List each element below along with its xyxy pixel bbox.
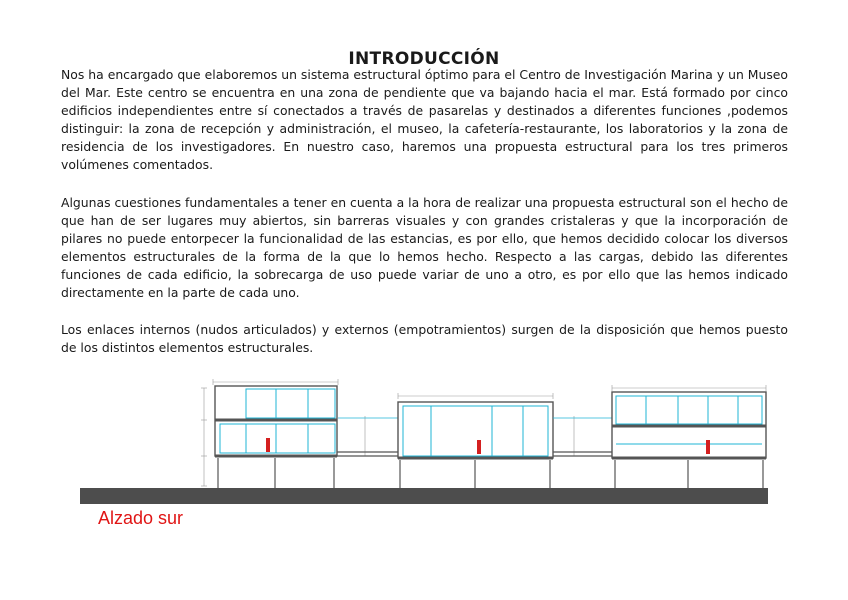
ground-strip bbox=[80, 488, 768, 504]
building-reception bbox=[215, 386, 337, 488]
south-elevation-drawing bbox=[78, 378, 768, 506]
intro-paragraph-3: Los enlaces internos (nudos articulados) y externos (empotramientos) surgen de la disposición que hemos puesto de los distintos elementos estructurales. bbox=[61, 322, 788, 355]
page-title: INTRODUCCIÓN bbox=[348, 49, 500, 70]
figure-caption: Alzado sur bbox=[98, 508, 184, 528]
building-cafeteria bbox=[612, 392, 766, 488]
walkway-2 bbox=[553, 418, 612, 456]
intro-paragraph-1: Nos ha encargado que elaboremos un sistema estructural óptimo para el Centro de Investigación Marina y un Museo del Mar. Este centro se encuentra en una zona de pendiente que va bajando hacia el mar. Está formado por cinco edificios independientes entre sí conectados a través de pasarelas y destinados a diferentes funciones ,podemos distinguir: la zona de recepción y administración, el museo, la cafetería-restaurante, los laboratorios y la zona de residencia de los investigadores. En nuestro caso, haremos una propuesta estructural para los tres primeros volúmenes comentados. bbox=[61, 67, 788, 172]
intro-paragraph-2: Algunas cuestiones fundamentales a tener en cuenta a la hora de realizar una propuesta estructural son el hecho de que han de ser lugares muy abiertos, sin barreras visuales y con grandes cristaleras y que la incorporación de pilares no puede entorpecer la funcionalidad de las estancias, es por ello, que hemos decidido colocar los diversos elementos estructurales de la forma de la que lo hemos hecho. Respecto a las cargas, debido las diferentes funciones de cada edificio, la sobrecarga de uso puede variar de uno a otro, es por ello que las hemos indicado directamente en la parte de cada uno. bbox=[61, 195, 788, 300]
building-museum bbox=[398, 402, 553, 488]
walkway-1 bbox=[337, 418, 398, 456]
dimension-lines bbox=[201, 379, 766, 486]
